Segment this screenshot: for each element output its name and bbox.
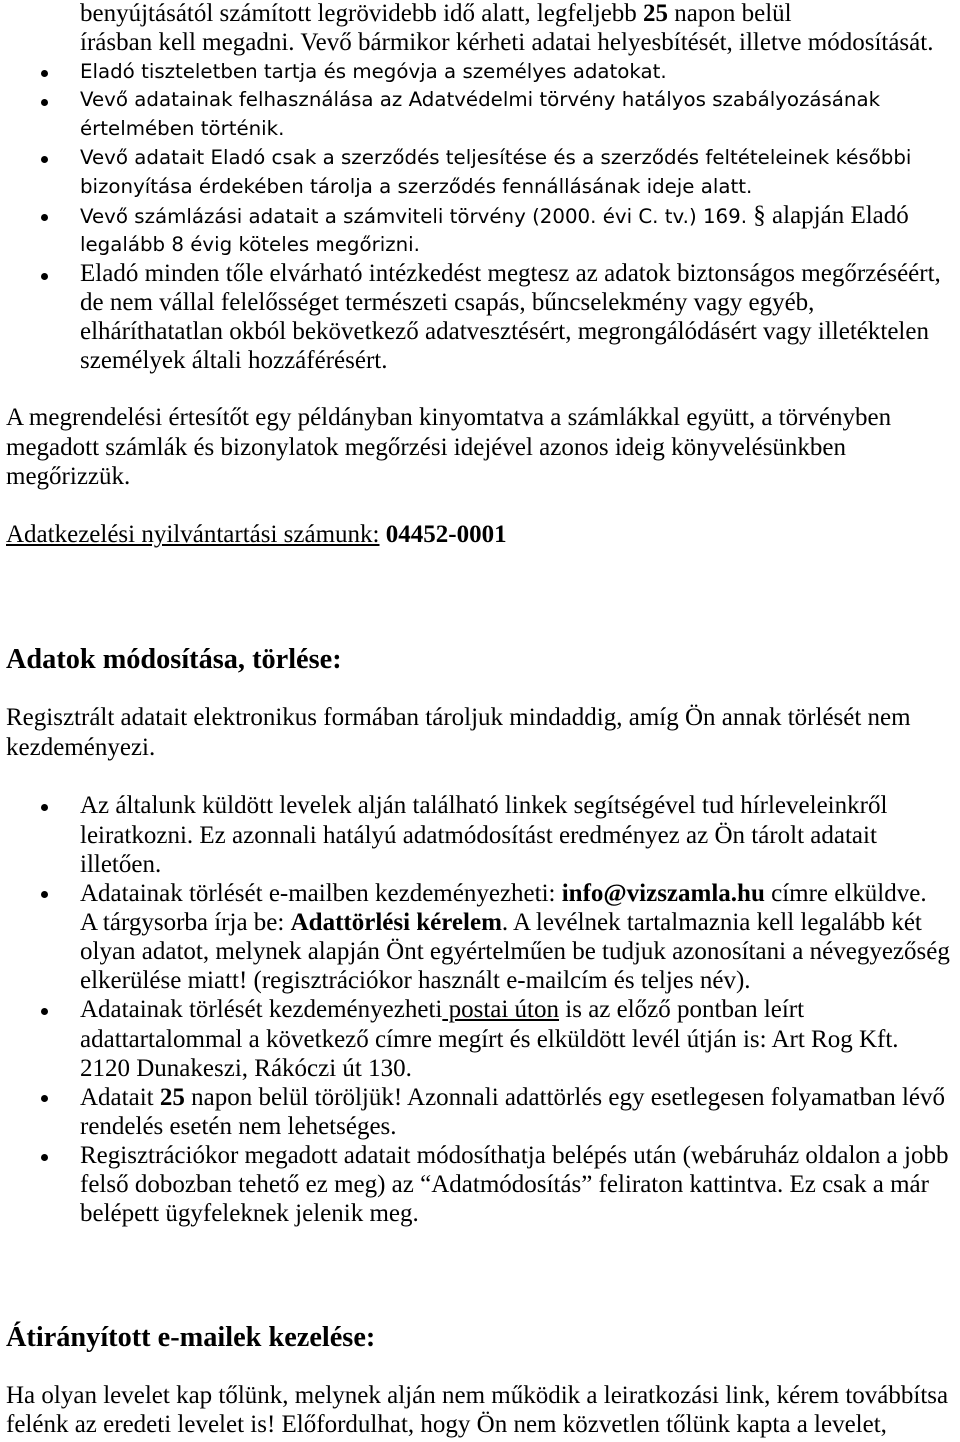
bullet-dot: [41, 891, 48, 898]
line-text: Adatait: [80, 1083, 160, 1111]
retention-paragraph: [0, 403, 960, 491]
paragraph-line: Regisztrált adatait elektronikus formában tároljuk mindaddig, amíg Ön annak törlését nem: [6, 704, 911, 732]
deletion-days: 25: [159, 1083, 185, 1111]
list-item-line: felső dobozban tehető ez meg) az “Adatmódosítás” feliraton kattintva. Ez csak a már: [80, 1171, 929, 1199]
list-item-line: Vevő adatait Eladó csak a szerződés teljesítése és a szerződés feltételeinek későbbi: [80, 145, 912, 169]
paragraph-line: kezdeményezi.: [6, 733, 156, 761]
bullet-dot: [41, 804, 48, 811]
list-item: [0, 791, 960, 878]
list-item-line: olyan adatot, melynek alapján Önt egyértelműen be tudjuk azonosítani a névegyezőség: [80, 938, 950, 966]
list-item: [0, 1083, 960, 1141]
section-heading-modification: Adatok módosítása, törlése:: [6, 644, 342, 675]
list-item-line: Az általunk küldött levelek alján található linkek segítségével tud hírleveleinkről: [80, 792, 888, 820]
list-item-line: leiratkozni. Ez azonnali hatályú adatmódosítást eredményez az Ön tárolt adatait: [80, 821, 877, 849]
paragraph-line: Ha olyan levelet kap tőlünk, melynek alján nem működik a leiratkozási link, kérem továbbítsa: [6, 1382, 949, 1410]
list-item-line: bizonyítása érdekében tárolja a szerződés fennállásának ideje alatt.: [80, 174, 753, 198]
bullet-dot: [41, 273, 48, 280]
registry-label: Adatkezelési nyilvántartási számunk:: [6, 521, 380, 549]
line-text: napon belül: [668, 0, 792, 27]
line-text: napon belül töröljük! Azonnali adattörlés egy esetlegesen folyamatban lévő: [184, 1083, 946, 1111]
modification-intro: [0, 703, 960, 762]
list-item-line: elháríthatatlan okból bekövetkező adatvesztésért, megrongálódásért vagy illetéktelen: [80, 317, 929, 345]
list-item-line: adattartalommal a következő címre megírt és elküldött levél útján is: Art Rog Kft.: [80, 1025, 899, 1053]
postal-address: 2120 Dunakeszi, Rákóczi út 130.: [80, 1054, 412, 1082]
bullet-dot: [41, 1154, 48, 1161]
line-text: benyújtásától számított legrövidebb idő alatt, legfeljebb: [80, 0, 644, 27]
line-text: Adatainak törlését kezdeményezheti: [80, 996, 443, 1024]
paragraph-line: A megrendelési értesítőt egy példányban kinyomtatva a számlákkal együtt, a törvényben: [6, 404, 892, 432]
list-item-line: [80, 908, 960, 937]
list-item-line: [80, 202, 960, 232]
bullet-dot: [41, 156, 48, 163]
list-item: [0, 86, 960, 144]
bullet-dot: [41, 1095, 48, 1102]
line-text: Adatainak törlését e-mailben kezdeményezheti:: [80, 879, 562, 907]
paragraph-line: felénk az eredeti levelet is! Előfordulhat, hogy Ön nem közvetlen tőlünk kapta a levelet,: [6, 1411, 887, 1439]
list-item: [0, 58, 960, 87]
postal-emphasis: postai úton: [442, 996, 560, 1024]
line-text: is az előző pontban leírt: [559, 996, 805, 1024]
list-item-line: de nem vállal felelősséget természeti csapás, bűncselekmény vagy egyéb,: [80, 288, 815, 316]
line-text: Vevő számlázási adatait a számviteli törvény (2000. évi C. tv.) 169.: [80, 204, 748, 228]
line-text: A tárgysorba írja be:: [80, 908, 291, 936]
list-item-line: elkerülése miatt! (regisztrációkor használt e-mailcím és teljes név).: [80, 967, 751, 995]
list-item-line: írásban kell megadni. Vevő bármikor kérheti adatai helyesbítését, illetve módosítását.: [80, 28, 934, 56]
list-item-line: Vevő adatainak felhasználása az Adatvédelmi törvény hatályos szabályozásának: [80, 88, 881, 112]
contact-email: info@vizszamla.hu: [561, 879, 765, 907]
list-item-line: személyek általi hozzáférésért.: [80, 346, 388, 374]
list-item-line: Eladó tiszteletben tartja és megóvja a személyes adatokat.: [80, 59, 667, 83]
deadline-days: 25: [643, 0, 669, 27]
bullet-dot: [41, 1008, 48, 1015]
list-item: [0, 879, 960, 996]
line-text: címre elküldve.: [764, 879, 927, 907]
list-item-line: [80, 0, 960, 29]
list-item-line: Eladó minden tőle elvárható intézkedést megtesz az adatok biztonságos megőrzéséért,: [80, 260, 941, 288]
list-item-continuation: [0, 0, 960, 58]
line-text: . A levélnek tartalmaznia kell legalább két: [501, 908, 922, 936]
list-item-line: értelmében történik.: [80, 117, 285, 141]
data-protection-list: [0, 0, 960, 375]
list-item-line: legalább 8 évig köteles megőrizni.: [80, 233, 420, 257]
registry-text: [6, 520, 960, 549]
paragraph-line: megőrizzük.: [6, 462, 131, 490]
list-item: [0, 260, 960, 375]
bullet-dot: [41, 70, 48, 77]
line-text: § alapján Eladó: [747, 201, 909, 229]
modification-list: [0, 791, 960, 1228]
bullet-dot: [41, 214, 48, 221]
redirected-emails-paragraph: [0, 1381, 960, 1439]
bullet-dot: [41, 99, 48, 106]
registry-line: [0, 520, 960, 549]
list-item-line: rendelés esetén nem lehetséges.: [80, 1112, 397, 1140]
section-heading-redirected-emails: Átirányított e-mailek kezelése:: [6, 1322, 376, 1353]
list-item: [0, 995, 960, 1082]
list-item-line: [80, 1083, 960, 1112]
list-item-line: Regisztrációkor megadott adatait módosíthatja belépés után (webáruház oldalon a jobb: [80, 1142, 949, 1170]
list-item-line: illetően.: [80, 850, 162, 878]
email-subject: Adattörlési kérelem: [290, 908, 502, 936]
list-item: [0, 202, 960, 261]
paragraph-line: megadott számlák és bizonylatok megőrzési idejével azonos ideig könyvelésünkben: [6, 433, 847, 461]
list-item-line: belépett ügyfeleknek jelenik meg.: [80, 1200, 419, 1228]
list-item-line: [80, 879, 960, 908]
list-item-line: [80, 995, 960, 1024]
list-item: [0, 1141, 960, 1228]
list-item: [0, 144, 960, 202]
registry-number: 04452-0001: [385, 521, 507, 549]
